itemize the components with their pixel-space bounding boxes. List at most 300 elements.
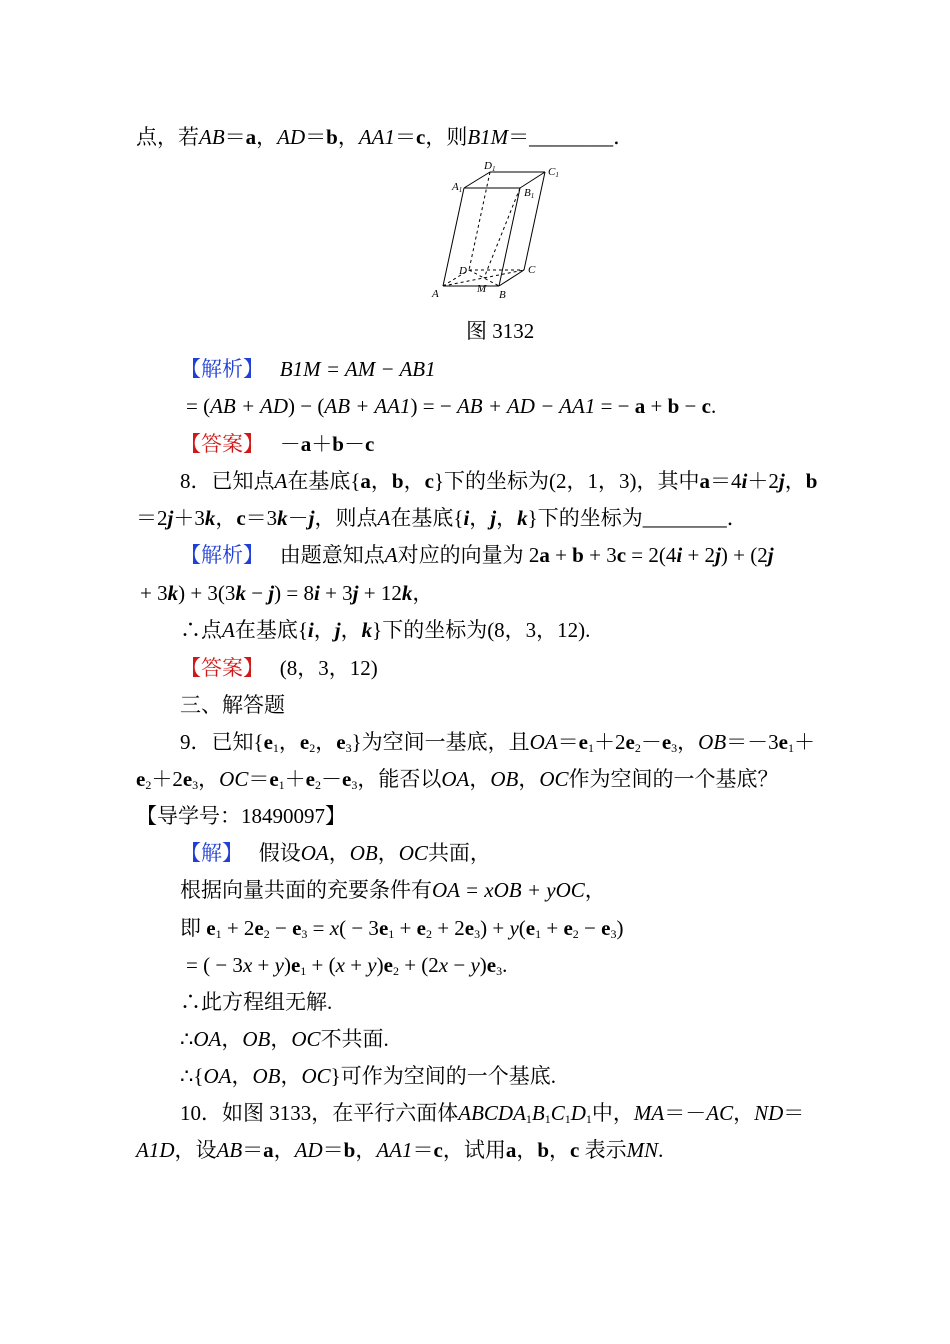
- vec-b: b: [805, 469, 818, 493]
- text: }下的坐标为(2，1，3)，其中: [433, 469, 700, 493]
- vec-c: c: [236, 506, 246, 530]
- vec-e: e: [263, 730, 273, 754]
- text: ，: [496, 506, 518, 530]
- text: ，: [270, 1027, 292, 1051]
- text: ＝3: [245, 506, 278, 530]
- text: ＝: [395, 125, 416, 149]
- subscript: 1: [564, 1112, 571, 1126]
- text: 表示: [579, 1138, 627, 1162]
- vec-e: e: [305, 767, 315, 791]
- text: ) + 3(3: [178, 581, 236, 605]
- vec-e: e: [254, 916, 264, 940]
- edge-b1b: [499, 188, 520, 286]
- q7-jiexi-line1: [180, 354, 436, 384]
- label-a: A: [432, 288, 439, 300]
- vec-j: j: [268, 581, 275, 605]
- text: = −: [595, 394, 635, 418]
- point-a: A: [274, 469, 288, 493]
- daan-tag: 【答案】: [180, 432, 264, 456]
- q8-jiexi-line2: [140, 578, 433, 608]
- vec-e: e: [601, 916, 611, 940]
- vec-b: b: [391, 469, 404, 493]
- vec-oa: OA: [203, 1064, 232, 1088]
- vec-e: e: [299, 730, 310, 754]
- text: ＋2: [747, 469, 779, 493]
- text: ，: [784, 469, 806, 493]
- vec-i: i: [463, 506, 470, 530]
- text: ): [283, 953, 291, 977]
- text: + 2: [682, 543, 716, 567]
- var-x: x: [329, 916, 340, 940]
- text: 中，: [591, 1101, 634, 1125]
- vec-a: a: [539, 543, 550, 567]
- text: ，则点: [314, 506, 378, 530]
- text: ∴{: [180, 1064, 204, 1088]
- text: ＝: [305, 125, 327, 149]
- text: ＝: [412, 1138, 434, 1162]
- vec-b: b: [572, 543, 584, 567]
- vec-oa: OA: [300, 841, 329, 865]
- daan-tag: 【答案】: [180, 656, 264, 680]
- text: ＋2: [594, 730, 626, 754]
- subscript: 1: [585, 1112, 592, 1126]
- q9-jie-line6: [180, 1024, 389, 1054]
- text: .: [502, 953, 508, 977]
- subscript: 2: [309, 741, 316, 755]
- text: + 3: [583, 543, 617, 567]
- q9-jie-line1: [180, 838, 491, 868]
- vec-e: e: [290, 953, 301, 977]
- vec-c: c: [416, 125, 426, 149]
- q9-daoxue: 【导学号：18490097】: [136, 804, 346, 828]
- text: 即: [180, 916, 207, 940]
- subscript: 3: [192, 778, 199, 792]
- text: ∴: [180, 1027, 194, 1051]
- vec-a: a: [505, 1138, 517, 1162]
- text: ∴点: [180, 618, 222, 642]
- text: －: [343, 432, 365, 456]
- text: ，: [328, 841, 350, 865]
- vec-e: e: [661, 730, 672, 754]
- text: .: [658, 1138, 664, 1162]
- label-c: C: [528, 264, 536, 276]
- label-b: B: [499, 289, 506, 301]
- text: ，: [469, 767, 491, 791]
- text: ): [616, 916, 624, 940]
- text: −: [578, 916, 602, 940]
- answer-blank: ＝________．: [508, 125, 635, 149]
- parallelepiped-svg: [428, 158, 568, 306]
- vec-oc: OC: [398, 841, 428, 865]
- vec-e: e: [336, 730, 346, 754]
- vec-ad: AD: [294, 1138, 323, 1162]
- vec-c: c: [424, 469, 434, 493]
- vec-b: b: [332, 432, 344, 456]
- q8-jiexi-line3: [180, 615, 590, 645]
- vec-j: j: [767, 543, 774, 567]
- text: +: [549, 543, 573, 567]
- subscript: 2: [263, 927, 270, 941]
- subscript: 1: [300, 964, 307, 978]
- jiexi-tag: 【解析】: [180, 357, 264, 381]
- vec-b1m: B1M: [467, 125, 509, 149]
- subscript: 3: [301, 927, 308, 941]
- q8-line1: [180, 466, 817, 496]
- vec-k: k: [401, 581, 413, 605]
- vec-oc: OC: [539, 767, 569, 791]
- text: + 3: [319, 581, 353, 605]
- vec-e: e: [206, 916, 216, 940]
- subscript: 1: [535, 927, 542, 941]
- label-d1: D1: [484, 160, 496, 173]
- subscript: 2: [572, 927, 579, 941]
- subscript: 2: [145, 778, 152, 792]
- formula: OA = xOB + yOC: [432, 878, 585, 902]
- vec-k: k: [235, 581, 246, 605]
- text: ，: [549, 1138, 571, 1162]
- text: 在基底{: [390, 506, 464, 530]
- text: ，能否以: [357, 767, 442, 791]
- text: ，则: [425, 125, 468, 149]
- vec-b: b: [537, 1138, 550, 1162]
- vec-j: j: [778, 469, 785, 493]
- text: ＋: [284, 767, 306, 791]
- formula: AB + AD − AA1: [456, 394, 596, 418]
- q8-line2: [136, 503, 748, 533]
- vec-c: c: [364, 432, 375, 456]
- vec-ac: AC: [706, 1101, 734, 1125]
- text: ，: [412, 581, 434, 605]
- vec-ob: OB: [349, 841, 378, 865]
- text: ＋: [311, 432, 333, 456]
- text: ，: [231, 1064, 253, 1088]
- vec-j: j: [167, 506, 174, 530]
- vec-ob: OB: [698, 730, 727, 754]
- q9-jie-line4: [186, 950, 507, 980]
- var-x: x: [335, 953, 345, 977]
- vec-ad: AD: [277, 125, 306, 149]
- label-b1: B1: [524, 187, 535, 200]
- subscript: 2: [315, 778, 321, 792]
- vec-ma: MA: [633, 1101, 665, 1125]
- text: ＝4: [710, 469, 742, 493]
- vec-e: e: [378, 916, 389, 940]
- point-a: A: [377, 506, 391, 530]
- solid-name: C: [550, 1101, 565, 1125]
- edge-a1d1: [464, 172, 490, 188]
- vec-a: a: [245, 125, 257, 149]
- vec-ab: AB: [199, 125, 225, 149]
- text: ) = −: [410, 394, 457, 418]
- text: －: [321, 767, 342, 791]
- label-a1: A1: [452, 181, 463, 194]
- q10-line2: [136, 1135, 663, 1165]
- text: ( − 3: [339, 916, 379, 940]
- text: −: [245, 581, 269, 605]
- subscript: 1: [787, 741, 794, 755]
- vec-ob: OB: [252, 1064, 281, 1088]
- text: ，: [221, 1027, 243, 1051]
- text: ＋: [793, 730, 815, 754]
- text: 由题意知点: [279, 543, 385, 567]
- figure-parallelepiped: [428, 158, 568, 306]
- text: ＋2: [151, 767, 183, 791]
- vec-i: i: [313, 581, 320, 605]
- jiexi-tag: 【解析】: [180, 543, 264, 567]
- text: 在基底{: [287, 469, 361, 493]
- vec-ob: OB: [242, 1027, 271, 1051]
- text: .: [710, 394, 717, 418]
- question-number: 8．已知点: [180, 469, 275, 493]
- vec-oc: OC: [219, 767, 249, 791]
- subscript: 3: [345, 741, 352, 755]
- vec-i: i: [741, 469, 748, 493]
- question-number: 10．如图 3133，在平行六面体: [180, 1101, 459, 1125]
- text: ，: [370, 469, 392, 493]
- figure-caption: 图 3132: [466, 319, 535, 343]
- vec-e: e: [383, 953, 393, 977]
- seg-b1m-hidden: [484, 188, 520, 278]
- q9-jie-line3: [180, 913, 623, 943]
- solid-name: D: [570, 1101, 586, 1125]
- formula: B1M = AM − AB1: [279, 357, 436, 381]
- vec-k: k: [361, 618, 373, 642]
- solid-name: ABCDA: [458, 1101, 526, 1125]
- text: ，: [256, 125, 278, 149]
- vec-ab: AB: [216, 1138, 243, 1162]
- vec-k: k: [204, 506, 216, 530]
- q9-jie-line7: [180, 1061, 556, 1091]
- text: + (2: [398, 953, 439, 977]
- vec-j: j: [334, 618, 341, 642]
- text: ，: [733, 1101, 755, 1125]
- edge-d1d-hidden: [469, 172, 490, 270]
- text: 根据向量共面的充要条件有: [180, 878, 432, 902]
- text: ＝: [224, 125, 246, 149]
- text: 共面，: [427, 841, 491, 865]
- vec-e: e: [486, 953, 497, 977]
- vec-a: a: [263, 1138, 274, 1162]
- text: ): [376, 953, 384, 977]
- subscript: 3: [474, 927, 481, 941]
- vec-e: e: [525, 916, 536, 940]
- subscript: 1: [278, 778, 285, 792]
- edge-b1c1: [520, 172, 545, 188]
- q7-jiexi-line2: [186, 391, 716, 421]
- q10-line1: [180, 1098, 804, 1128]
- subscript: 1: [215, 927, 222, 941]
- text: + 2: [221, 916, 255, 940]
- subscript: 3: [671, 741, 678, 755]
- text: 点，若: [136, 125, 199, 149]
- text: ，: [355, 1138, 377, 1162]
- text: }下的坐标为(8，3，12).: [372, 618, 591, 642]
- vec-a: a: [634, 394, 646, 418]
- q7-answer-line: [180, 429, 374, 459]
- subscript: 2: [392, 964, 399, 978]
- subscript: 3: [610, 927, 617, 941]
- subscript: 1: [272, 741, 279, 755]
- label-m: M: [477, 283, 487, 295]
- text: 对应的向量为 2: [397, 543, 540, 567]
- text: + 12: [358, 581, 402, 605]
- vec-c: c: [616, 543, 627, 567]
- q9-jie-line5: ∴此方程组无解.: [180, 990, 333, 1014]
- answer-blank: }下的坐标为________．: [527, 506, 748, 530]
- subscript: 1: [525, 1112, 532, 1126]
- var-y: y: [509, 916, 519, 940]
- label-d: D: [459, 265, 467, 277]
- text: ，: [337, 125, 359, 149]
- vec-j: j: [352, 581, 359, 605]
- text: +: [252, 953, 275, 977]
- text: }可作为空间的一个基底.: [330, 1064, 556, 1088]
- text: －: [279, 432, 301, 456]
- vec-e: e: [292, 916, 302, 940]
- text: ) +: [480, 916, 510, 940]
- text: 不共面.: [320, 1027, 389, 1051]
- q7-tail-line: [136, 122, 634, 152]
- text: ，: [313, 618, 335, 642]
- subscript: 2: [425, 927, 432, 941]
- vec-e: e: [563, 916, 573, 940]
- text: ＝－: [664, 1101, 707, 1125]
- q9-jie-line2: [180, 875, 606, 905]
- label-c1: C1: [548, 166, 559, 179]
- formula: AB + AA1: [324, 394, 411, 418]
- text: ，: [215, 506, 237, 530]
- var-y: y: [470, 953, 480, 977]
- text: ＝: [248, 767, 270, 791]
- solid-name: B: [531, 1101, 545, 1125]
- vec-k: k: [517, 506, 528, 530]
- q8-answer-line: [180, 653, 378, 683]
- text: + (: [306, 953, 336, 977]
- vec-e: e: [136, 767, 146, 791]
- vec-b: b: [667, 394, 680, 418]
- vec-e: e: [342, 767, 352, 791]
- text: ，: [516, 1138, 538, 1162]
- text: ，: [584, 878, 606, 902]
- vec-c: c: [570, 1138, 580, 1162]
- vec-e: e: [269, 767, 279, 791]
- var-y: y: [274, 953, 284, 977]
- text: 在基底{: [234, 618, 308, 642]
- vec-oa: OA: [529, 730, 558, 754]
- var-y: y: [367, 953, 377, 977]
- text: ，: [377, 841, 399, 865]
- text: －: [640, 730, 662, 754]
- q9-line2: [136, 764, 779, 794]
- text: ＝: [242, 1138, 264, 1162]
- vec-e: e: [778, 730, 788, 754]
- text: (: [518, 916, 526, 940]
- vec-aa1: AA1: [376, 1138, 413, 1162]
- text: }为空间一基底，且: [351, 730, 530, 754]
- vec-e: e: [182, 767, 193, 791]
- vec-e: e: [625, 730, 635, 754]
- text: ，: [273, 1138, 295, 1162]
- vec-a: a: [360, 469, 371, 493]
- vec-a: a: [699, 469, 711, 493]
- text: + 3: [140, 581, 168, 605]
- text: +: [394, 916, 417, 940]
- text: ): [479, 953, 487, 977]
- vec-j: j: [490, 506, 497, 530]
- text: + 2: [431, 916, 465, 940]
- subscript: 1: [388, 927, 395, 941]
- text: ，设: [174, 1138, 217, 1162]
- text: ，: [469, 506, 491, 530]
- var-x: x: [242, 953, 253, 977]
- text: 作为空间的一个基底？: [568, 767, 779, 791]
- vec-oc: OC: [291, 1027, 321, 1051]
- text: ＝: [322, 1138, 344, 1162]
- text: −: [269, 916, 293, 940]
- vec-k: k: [167, 581, 179, 605]
- text: −: [448, 953, 471, 977]
- text: = 2(4: [626, 543, 677, 567]
- text: ，: [280, 1064, 302, 1088]
- text: ，: [278, 730, 300, 754]
- q8-jiexi-line1: [180, 540, 774, 570]
- text: −: [679, 394, 702, 418]
- var-x: x: [438, 953, 449, 977]
- text: ) + (2: [720, 543, 768, 567]
- text: ) − (: [288, 394, 325, 418]
- text: ) = 8: [274, 581, 314, 605]
- text: ＋3: [173, 506, 205, 530]
- subscript: 1: [544, 1112, 551, 1126]
- text: =: [307, 916, 330, 940]
- vec-b: b: [343, 1138, 356, 1162]
- vec-nd: ND: [754, 1101, 784, 1125]
- point-a: A: [384, 543, 398, 567]
- text: ，: [677, 730, 699, 754]
- text: ，试用: [442, 1138, 506, 1162]
- text: 假设: [258, 841, 301, 865]
- text: ＝－3: [726, 730, 779, 754]
- vec-aa1: AA1: [358, 125, 395, 149]
- text: +: [541, 916, 564, 940]
- vec-c: c: [433, 1138, 443, 1162]
- vec-oa: OA: [441, 767, 470, 791]
- text: ，: [315, 730, 337, 754]
- text: ，: [340, 618, 362, 642]
- jie-tag: 【解】: [180, 841, 243, 865]
- text: +: [645, 394, 668, 418]
- text: = ( − 3: [186, 953, 243, 977]
- vec-j: j: [308, 506, 315, 530]
- text: ，: [198, 767, 220, 791]
- vec-oa: OA: [193, 1027, 222, 1051]
- subscript: 1: [588, 741, 594, 755]
- vec-ob: OB: [490, 767, 519, 791]
- text: ，: [403, 469, 425, 493]
- vec-b: b: [326, 125, 338, 149]
- subscript: 3: [351, 778, 358, 792]
- edge-bc: [499, 270, 524, 286]
- section-heading: 三、解答题: [180, 693, 285, 717]
- vec-a1d: A1D: [136, 1138, 175, 1162]
- q9-line1: [180, 727, 815, 757]
- vec-i: i: [307, 618, 314, 642]
- text: ＝: [783, 1101, 805, 1125]
- vec-i: i: [676, 543, 683, 567]
- subscript: 3: [496, 964, 503, 978]
- formula: AB + AD: [210, 394, 289, 418]
- text: ，: [518, 767, 540, 791]
